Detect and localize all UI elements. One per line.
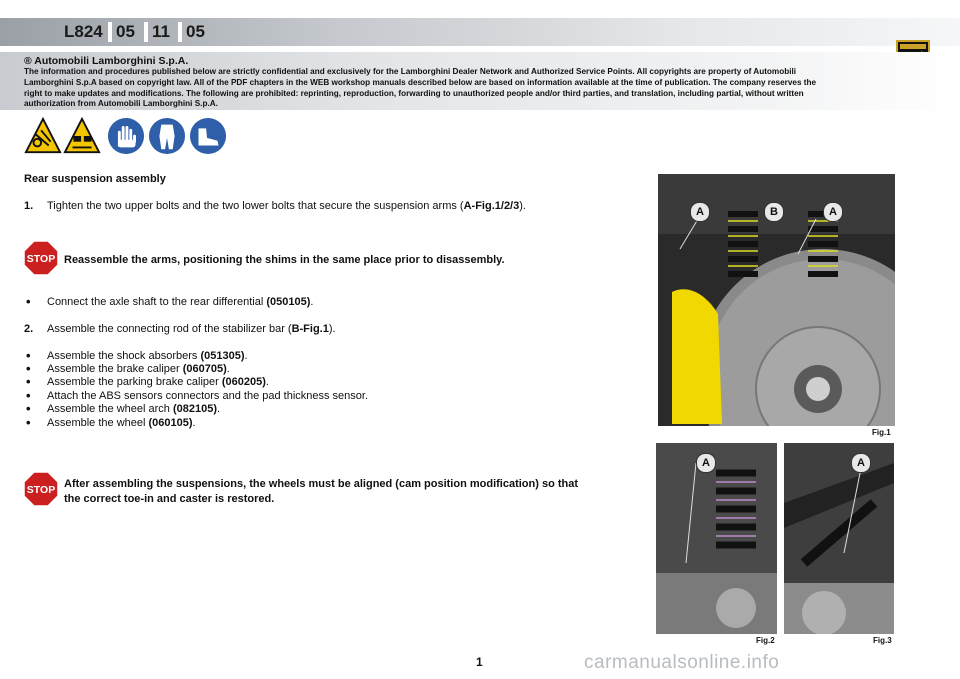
warning-text: After assembling the suspensions, the wheels must be aligned (cam position modification) so that the correct toe-in and caster is restored. <box>64 478 579 505</box>
bullet-dot: • <box>26 401 31 416</box>
copyright-text: The information and procedures published below are strictly confidential and exclusively for the Lamborghini Dealer Network and Authorized Service Points. All copyrights are property of Automobili Lamborghini S.p.A based on copyright law. All of the PDF chapters in the WEB workshop manuals described below are based on information available at the time of publication. The company reserves the right to make updates and modifications. The following are prohibited: reprinting, reproduction, forwarding to unauthorized people and/or third parties, and translation, including partial, without written authorization from Automobili Lamborghini S.p.A. <box>24 67 817 109</box>
stop-sign-icon <box>23 471 59 507</box>
figure-3-caption: Fig.3 <box>873 636 892 645</box>
bullet-text: Assemble the wheel (060105). <box>47 417 196 429</box>
copyright-title: ® Automobili Lamborghini S.p.A. <box>24 55 189 67</box>
svg-text:STOP: STOP <box>26 253 56 265</box>
figure-3-photo <box>784 443 894 634</box>
bullet-dot: • <box>26 348 31 363</box>
bullet-text: Assemble the parking brake caliper (060205). <box>47 376 269 388</box>
warning-text: Reassemble the arms, positioning the shims in the same place prior to disassembly. <box>64 254 505 266</box>
step-2-text: Assemble the connecting rod of the stabilizer bar (B-Fig.1). <box>47 323 336 335</box>
header-separator <box>108 22 112 42</box>
figure-1-photo <box>658 174 895 426</box>
figure-1-caption: Fig.1 <box>872 428 891 437</box>
bullet-dot: • <box>26 388 31 403</box>
figure-2-caption: Fig.2 <box>756 636 775 645</box>
overalls-icon <box>148 117 186 155</box>
manual-code: L824 <box>64 22 103 41</box>
bullet-text: Connect the axle shaft to the rear differential (050105). <box>47 296 314 308</box>
group-code: 05 <box>116 22 135 41</box>
shock-absorber-photo-illustration <box>656 443 777 634</box>
step-number: 2. <box>24 323 34 335</box>
callout-a: A <box>690 202 710 222</box>
stop-sign-icon <box>23 240 59 276</box>
step-number: 1. <box>24 200 34 212</box>
subgroup-code: 11 <box>152 22 170 41</box>
page-number: 1 <box>476 655 483 669</box>
callout-a: A <box>696 453 716 473</box>
gloves-icon <box>107 117 145 155</box>
bullet-text: Assemble the shock absorbers (051305). <box>47 350 248 362</box>
figure-2-photo <box>656 443 777 634</box>
crush-hazard-icon <box>24 117 62 155</box>
bullet-text: Assemble the wheel arch (082105). <box>47 403 221 415</box>
safety-shoes-icon <box>189 117 227 155</box>
bullet-dot: • <box>26 374 31 389</box>
operation-code: 05 <box>186 22 205 41</box>
svg-text:STOP: STOP <box>26 484 56 496</box>
corrosive-hazard-icon <box>63 117 101 155</box>
suspension-arm-photo-illustration <box>784 443 894 634</box>
bullet-text: Assemble the brake caliper (060705). <box>47 363 230 375</box>
bullet-text: Attach the ABS sensors connectors and the pad thickness sensor. <box>47 390 369 402</box>
header-separator <box>144 22 148 42</box>
callout-a: A <box>851 453 871 473</box>
callout-b: B <box>764 202 784 222</box>
section-title: Rear suspension assembly <box>24 173 166 185</box>
header-separator <box>178 22 182 42</box>
bullet-dot: • <box>26 361 31 376</box>
bullet-dot: • <box>26 294 31 309</box>
watermark: carmanualsonline.info <box>584 652 780 673</box>
step-1-text: Tighten the two upper bolts and the two lower bolts that secure the suspension arms (A-Fig.1/2/3). <box>47 200 526 212</box>
bullet-dot: • <box>26 415 31 430</box>
callout-a: A <box>823 202 843 222</box>
